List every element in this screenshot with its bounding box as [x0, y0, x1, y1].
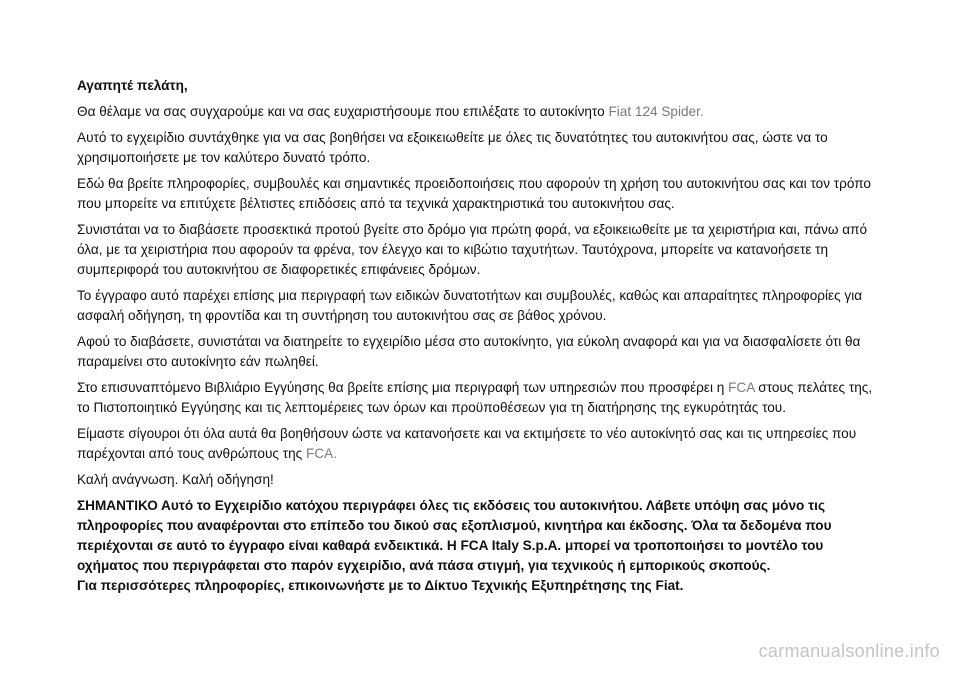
- paragraph-closing: [77, 424, 887, 464]
- warranty-text-after: στους πελάτες της, το Πιστοποιητικό Εγγύησης και τις λεπτομέρειες των όρων και προϋποθέσεων για τη διατήρησης της εγκυρότητάς του.: [77, 380, 873, 415]
- model-name: Fiat 124 Spider.: [608, 104, 704, 119]
- document-page: [77, 76, 887, 602]
- paragraph-intro: [77, 102, 887, 122]
- brand-fca-closing: FCA.: [306, 446, 337, 461]
- watermark-logo: carmanualsonline.info: [758, 641, 940, 661]
- paragraph-signoff: Καλή ανάγνωση. Καλή οδήγηση!: [77, 472, 274, 487]
- important-notice: [77, 496, 887, 596]
- paragraph-warranty: [77, 378, 887, 418]
- paragraph-description: Το έγγραφο αυτό παρέχει επίσης μια περιγραφή των ειδικών δυνατοτήτων και συμβουλές, καθώς και απαραίτητες πληροφορίες για ασφαλή οδήγηση, τη φροντίδα και τη συντήρηση του αυτοκινήτου σας σε βάθος χρόνου.: [77, 288, 863, 323]
- paragraph-keep-manual: Αφού το διαβάσετε, συνιστάται να διατηρείτε το εγχειρίδιο μέσα στο αυτοκίνητο, για εύκολη αναφορά και για να διασφαλίσετε ότι θα παραμείνει στο αυτοκίνητο εάν πωληθεί.: [77, 334, 861, 369]
- more-info-text: Για περισσότερες πληροφορίες, επικοινωνήστε με το Δίκτυο Τεχνικής Εξυπηρέτησης της Fiat.: [77, 578, 684, 593]
- closing-text: Είμαστε σίγουροι ότι όλα αυτά θα βοηθήσουν ώστε να κατανοήσετε και να εκτιμήσετε το νέο αυτοκίνητό σας και τις υπηρεσίες που παρέχονται από τους ανθρώπους της: [77, 426, 857, 461]
- greeting: Αγαπητέ πελάτη,: [77, 78, 188, 93]
- warranty-text-before: Στο επισυναπτόμενο Βιβλιάριο Εγγύησης θα βρείτε επίσης μια περιγραφή των υπηρεσιών που προσφέρει η: [77, 380, 729, 395]
- paragraph-purpose: Αυτό το εγχειρίδιο συντάχθηκε για να σας βοηθήσει να εξοικειωθείτε με όλες τις δυνατότητες του αυτοκινήτου σας, ώστε να το χρησιμοποιήσετε με τον καλύτερο δυνατό τρόπο.: [77, 130, 828, 165]
- paragraph-read-first: Συνιστάται να το διαβάσετε προσεκτικά προτού βγείτε στο δρόμο για πρώτη φορά, να εξοικειωθείτε με τα χειριστήρια και, πάνω από όλα, με τα χειριστήρια που αφορούν τα φρένα, τον έλεγχο και το κιβώτιο ταχυτήτων. Ταυτόχρονα, μπορείτε να κατανοήσετε τη συμπεριφορά του αυτοκινήτου σε διαφορετικές επιφάνειες δρόμων.: [77, 222, 868, 277]
- intro-text: Θα θέλαμε να σας συγχαρούμε και να σας ευχαριστήσουμε που επιλέξατε το αυτοκίνητο: [77, 104, 609, 119]
- important-text: ΣΗΜΑΝΤΙΚΟ Αυτό το Εγχειρίδιο κατόχου περιγράφει όλες τις εκδόσεις του αυτοκινήτου. Λάβετε υπόψη σας μόνο τις πληροφορίες που αναφέρονται στο επίπεδο του δικού σας εξοπλισμού, κινητήρα και έκδοσης. Όλα τα δεδομένα που περιέχονται σε αυτό το έγγραφο είναι καθαρά ενδεικτικά. Η FCA Italy S.p.A. μπορεί να τροποποιήσει το μοντέλο του οχήματος που περιγράφεται στο παρόν εγχειρίδιο, ανά πάσα στιγμή, για τεχνικούς ή εμπορικούς σκοπούς.: [77, 498, 832, 573]
- paragraph-info: Εδώ θα βρείτε πληροφορίες, συμβουλές και σημαντικές προειδοποιήσεις που αφορούν τη χρήση του αυτοκινήτου σας και τον τρόπο που μπορείτε να επιτύχετε βέλτιστες επιδόσεις από τα τεχνικά χαρακτηριστικά του αυτοκινήτου σας.: [77, 176, 871, 211]
- brand-fca: FCA: [728, 380, 755, 395]
